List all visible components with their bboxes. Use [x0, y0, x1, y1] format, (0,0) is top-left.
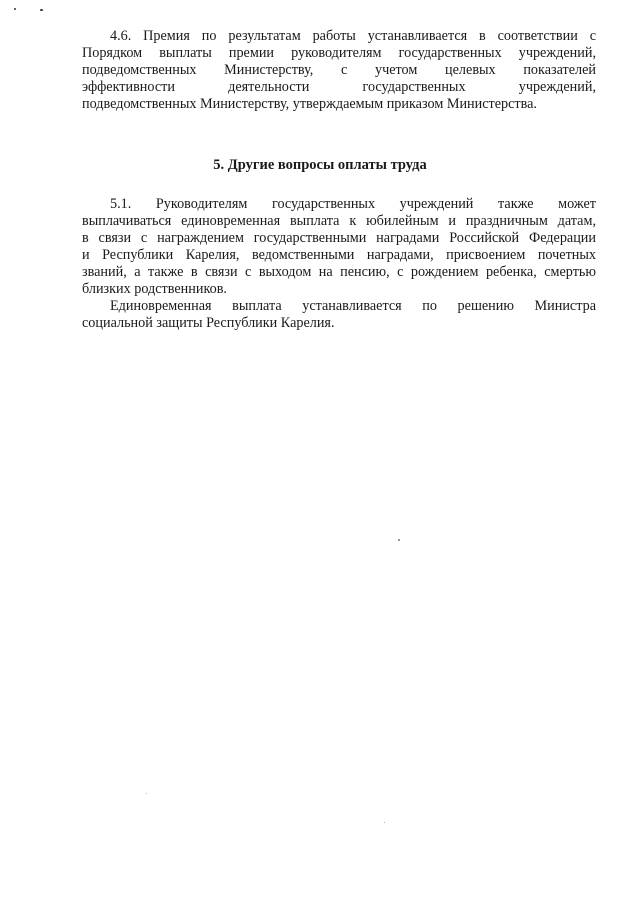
- para-4-6-line: подведомственных Министерству, утверждаемым приказом Министерства.: [82, 96, 537, 112]
- scan-speck: [384, 822, 385, 823]
- scan-speck: [14, 8, 16, 10]
- para-5-1-2-line: социальной защиты Республики Карелия.: [82, 315, 335, 331]
- scan-speck: [146, 793, 147, 794]
- para-5-1-line: выплачиваться единовременная выплата к юбилейным и праздничным датам,: [82, 213, 596, 229]
- para-5-1-line: и Республики Карелия, ведомственными наградами, присвоением почетных: [82, 247, 596, 263]
- para-5-1-line: званий, а также в связи с выходом на пенсию, с рождением ребенка, смертью: [82, 264, 596, 280]
- para-5-1-line: близких родственников.: [82, 281, 227, 297]
- para-5-1-line: в связи с награждением государственными наградами Российской Федерации: [82, 230, 596, 246]
- para-4-6-line: подведомственных Министерству, с учетом целевых показателей: [82, 62, 596, 78]
- para-5-1-line: 5.1. Руководителям государственных учреждений также может: [110, 196, 596, 212]
- para-5-1-2-line: Единовременная выплата устанавливается по решению Министра: [110, 298, 596, 314]
- para-4-6-line: Порядком выплаты премии руководителям государственных учреждений,: [82, 45, 596, 61]
- para-4-6-line: 4.6. Премия по результатам работы устанавливается в соответствии с: [110, 28, 596, 44]
- scan-speck: [40, 9, 43, 11]
- scan-speck: [398, 539, 400, 541]
- para-4-6-line: эффективности деятельности государственных учреждений,: [82, 79, 596, 95]
- section-5-heading: 5. Другие вопросы оплаты труда: [213, 157, 427, 173]
